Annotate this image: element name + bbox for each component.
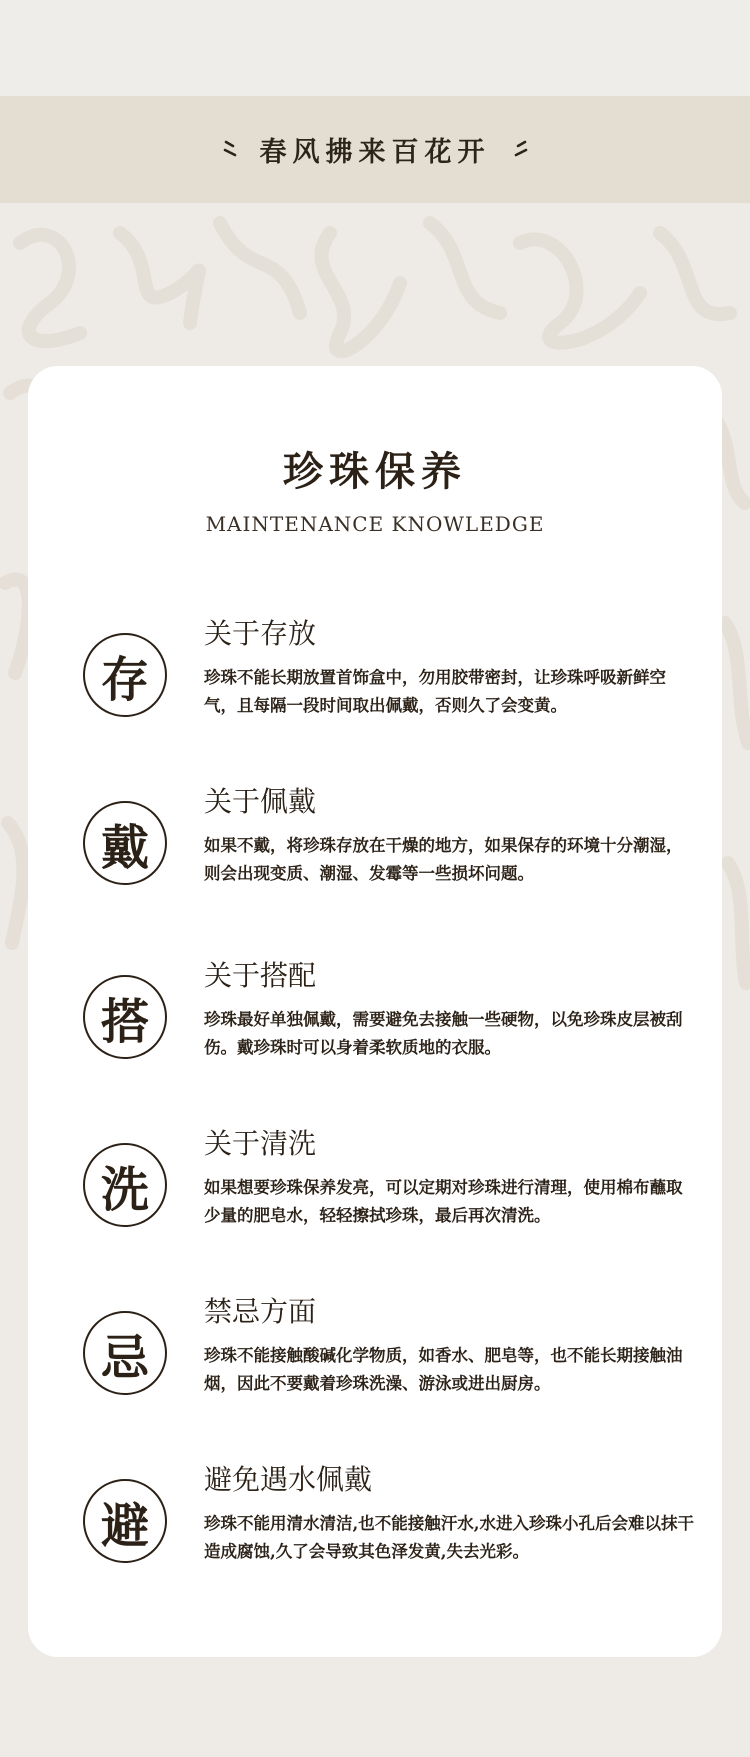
tip-heading: 关于佩戴 xyxy=(204,785,317,818)
tip-description: 如果不戴，将珍珠存放在干燥的地方，如果保存的环境十分潮湿，则会出现变质、潮湿、发霉等一些损坏问题。 xyxy=(204,836,683,883)
tip-item-cleaning xyxy=(28,1122,722,1272)
ji-character-icon: 忌 xyxy=(83,1311,167,1395)
tip-description: 珍珠不能接触酸碱化学物质，如香水、肥皂等，也不能长期接触油烟，因此不要戴着珍珠洗澡、游泳或进出厨房。 xyxy=(204,1346,683,1393)
bi-character-icon: 避 xyxy=(83,1479,167,1563)
tip-heading: 禁忌方面 xyxy=(204,1295,317,1328)
da-character-icon: 搭 xyxy=(83,975,167,1059)
left-flourish-icon xyxy=(222,139,240,161)
tip-heading: 关于清洗 xyxy=(204,1127,317,1160)
tip-description: 珍珠不能用清水清洁,也不能接触汗水,水进入珍珠小孔后会难以抹干造成腐蚀,久了会导致其色泽发黄,失去光彩。 xyxy=(204,1514,694,1561)
tip-item-matching xyxy=(28,954,722,1104)
tip-heading: 关于存放 xyxy=(204,617,317,650)
banner-inner xyxy=(222,130,529,169)
banner xyxy=(0,96,750,203)
right-flourish-icon xyxy=(511,139,529,161)
tip-item-storage xyxy=(28,612,722,762)
cun-character-icon: 存 xyxy=(83,633,167,717)
tip-item-wearing xyxy=(28,780,722,930)
xi-character-icon: 洗 xyxy=(83,1143,167,1227)
card-title: 珍珠保养 xyxy=(283,448,467,495)
tip-description: 珍珠最好单独佩戴，需要避免去接触一些硬物，以免珍珠皮层被刮伤。戴珍珠时可以身着柔软质地的衣服。 xyxy=(204,1010,683,1057)
card-subtitle: MAINTENANCE KNOWLEDGE xyxy=(205,512,545,536)
top-band xyxy=(0,0,750,96)
tip-heading: 关于搭配 xyxy=(204,959,317,992)
tip-item-taboo xyxy=(28,1290,722,1440)
tip-description: 如果想要珍珠保养发亮，可以定期对珍珠进行清理，使用棉布蘸取少量的肥皂水，轻轻擦拭珍珠，最后再次清洗。 xyxy=(204,1178,683,1225)
tip-description: 珍珠不能长期放置首饰盒中，勿用胶带密封，让珍珠呼吸新鲜空气，且每隔一段时间取出佩戴，否则久了会变黄。 xyxy=(204,668,666,715)
tip-heading: 避免遇水佩戴 xyxy=(204,1463,373,1496)
dai-character-icon: 戴 xyxy=(83,801,167,885)
maintenance-card xyxy=(28,366,722,1657)
banner-title: 春风拂来百花开 xyxy=(259,137,491,168)
tip-item-avoid-water xyxy=(28,1458,722,1608)
